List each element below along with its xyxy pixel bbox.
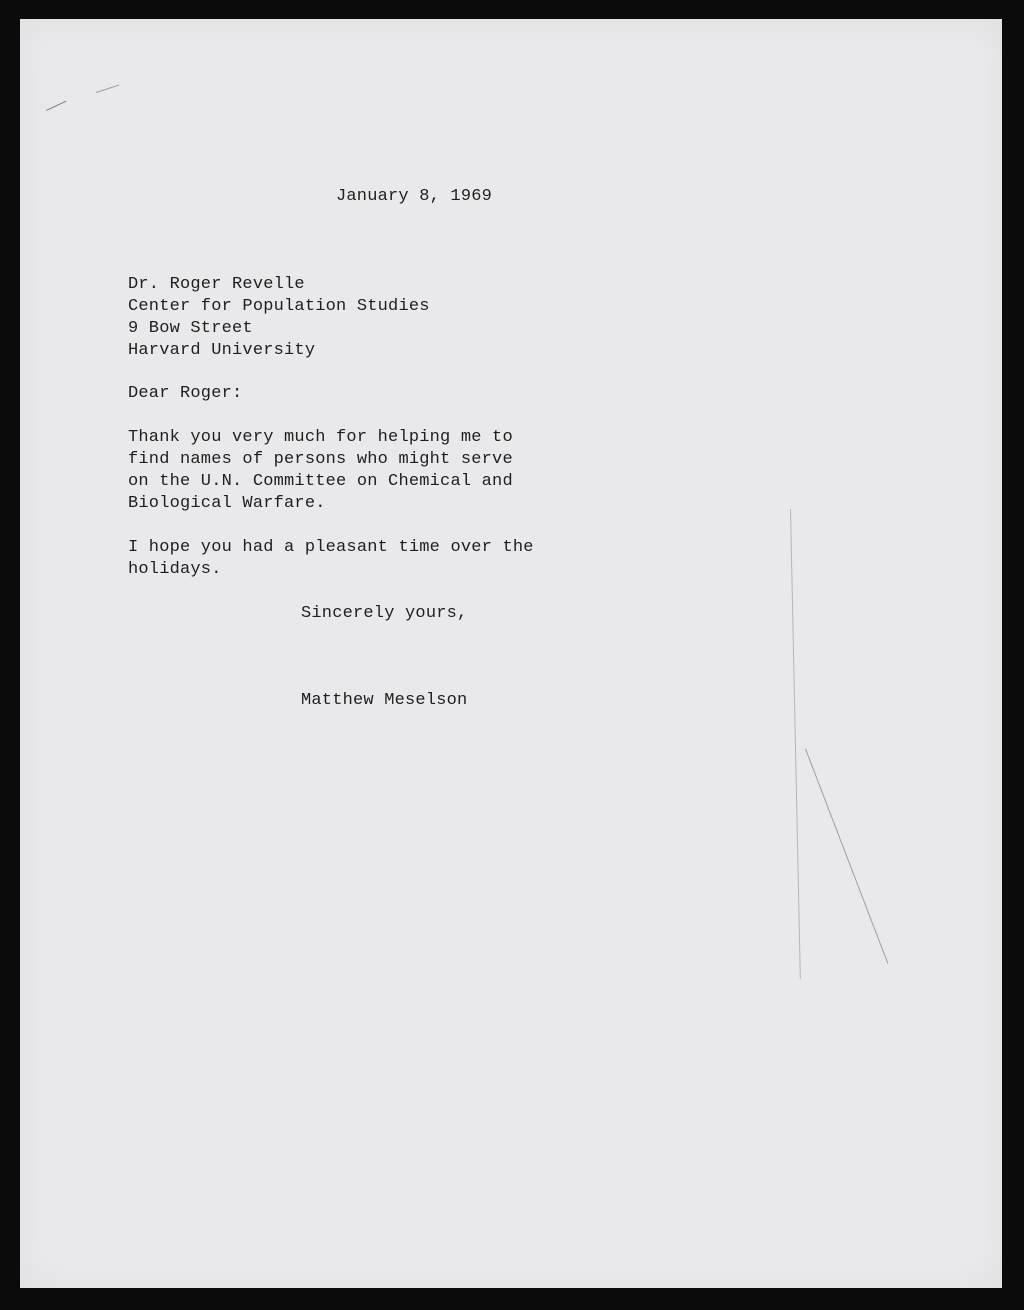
signer-name: Matthew Meselson	[301, 691, 468, 710]
paragraph-line: Biological Warfare.	[128, 494, 326, 513]
body-paragraph-2	[128, 537, 534, 581]
body-paragraph-1	[128, 427, 513, 515]
paragraph-line: Thank you very much for helping me to	[128, 428, 513, 447]
paragraph-line: on the U.N. Committee on Chemical and	[128, 472, 513, 491]
closing: Sincerely yours,	[301, 604, 468, 623]
letter-page	[20, 19, 1002, 1288]
paragraph-line: holidays.	[128, 560, 222, 579]
recipient-organization: Center for Population Studies	[128, 297, 430, 316]
recipient-street: 9 Bow Street	[128, 319, 253, 338]
pencil-mark	[96, 85, 119, 93]
salutation: Dear Roger:	[128, 384, 243, 403]
paper-crease	[805, 749, 888, 964]
letter-date: January 8, 1969	[336, 187, 493, 206]
paragraph-line: find names of persons who might serve	[128, 450, 513, 469]
recipient-name: Dr. Roger Revelle	[128, 275, 305, 294]
paragraph-line: I hope you had a pleasant time over the	[128, 538, 534, 557]
recipient-address	[128, 274, 430, 362]
recipient-institution: Harvard University	[128, 341, 316, 360]
paper-crease	[790, 509, 801, 979]
pencil-mark	[46, 101, 66, 111]
